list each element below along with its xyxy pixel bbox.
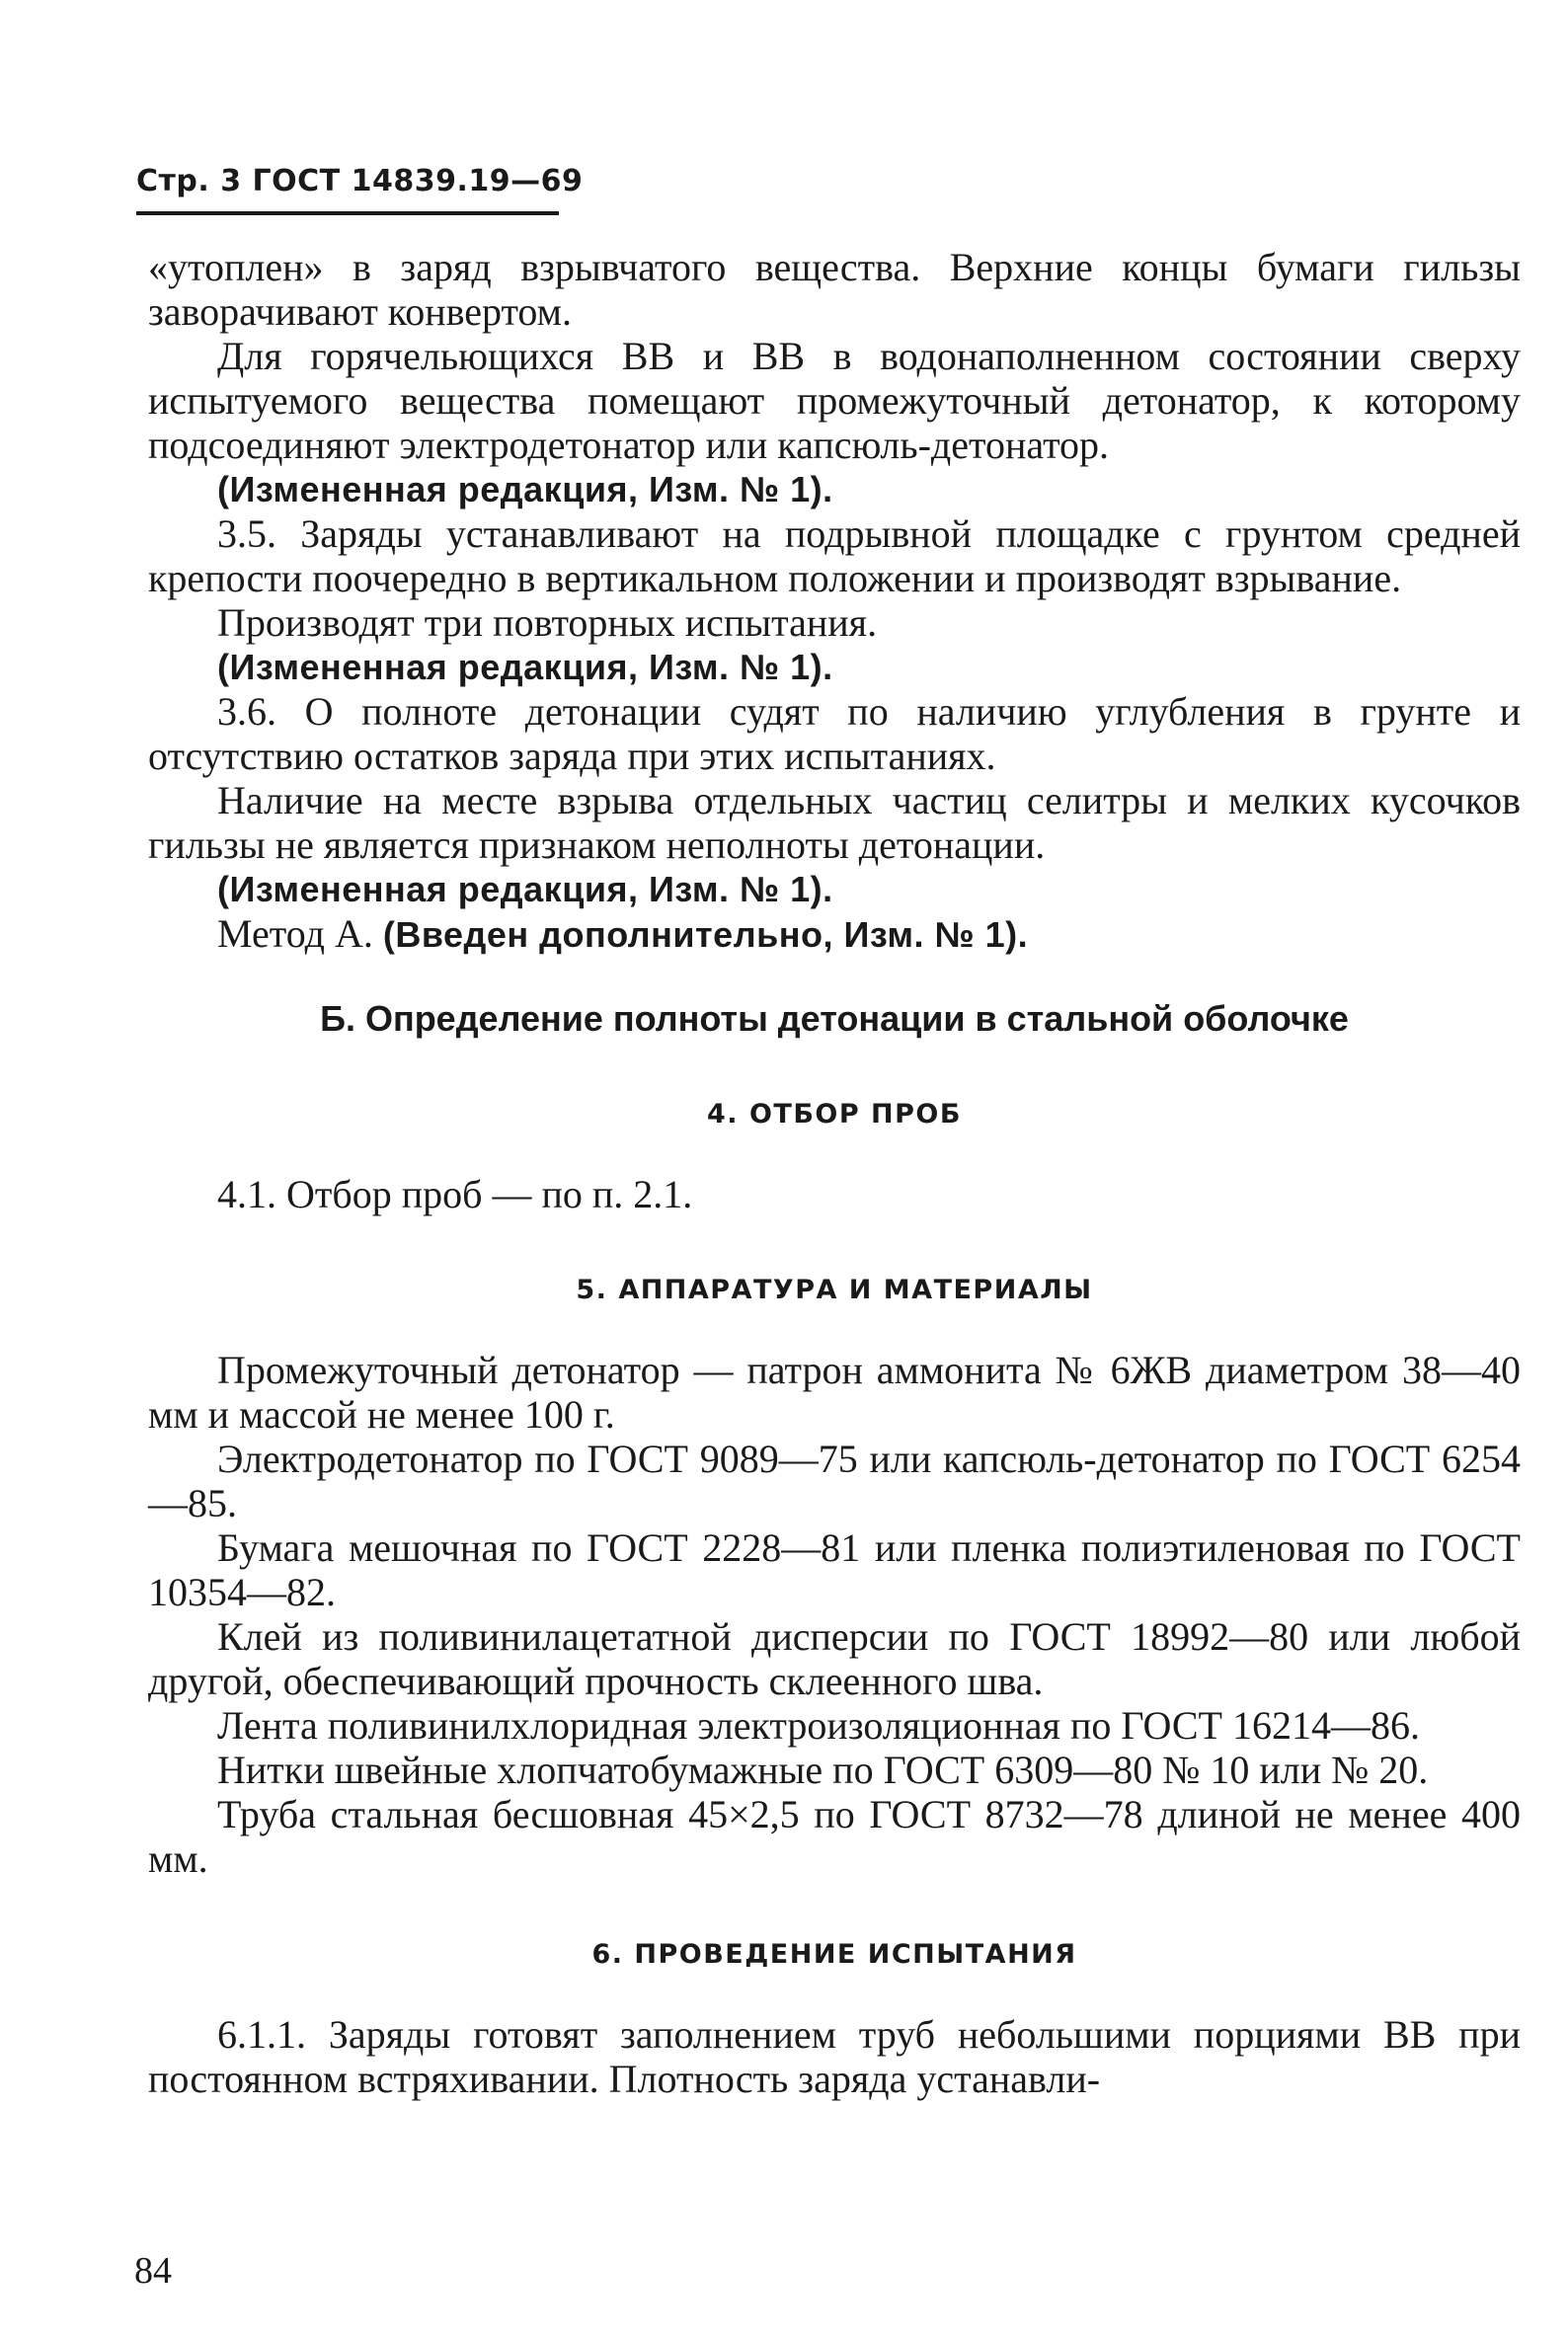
section-5-title: 5. АППАРАТУРА И МАТЕРИАЛЫ	[576, 1275, 1093, 1305]
amendment-note: (Измененная редакция, Изм. № 1).	[217, 869, 833, 909]
materials-item: Бумага мешочная по ГОСТ 2228—81 или пленка полиэтиленовая по ГОСТ 10354—82.	[148, 1525, 1521, 1614]
materials-item: Клей из поливинилацетатной дисперсии по ГОСТ 18992—80 или любой другой, обеспечивающий прочность склеенного шва.	[148, 1614, 1521, 1703]
paragraph: Наличие на месте взрыва отдельных частиц селитры и мелких кусочков гильзы не является признаком неполноты детонации.	[148, 778, 1521, 867]
page-body	[148, 245, 1521, 2101]
paragraph: Для горячельющихся ВВ и ВВ в водонаполненном состоянии сверху испытуемого вещества помещают промежуточный детонатор, к которому подсоединяют электродетонатор или капсюль-детонатор.	[148, 334, 1521, 467]
paragraph-3-6: 3.6. О полноте детонации судят по наличию углубления в грунте и отсутствию остатков заряда при этих испытаниях.	[148, 689, 1521, 778]
amendment-note: (Измененная редакция, Изм. № 1).	[217, 647, 833, 687]
amendment-note: (Измененная редакция, Изм. № 1).	[217, 469, 833, 509]
header-rule	[136, 211, 559, 215]
materials-item: Нитки швейные хлопчатобумажные по ГОСТ 6309—80 № 10 или № 20.	[217, 1748, 1429, 1792]
paragraph: «утоплен» в заряд взрывчатого вещества. Верхние концы бумаги гильзы заворачивают конвертом.	[148, 245, 1521, 334]
paragraph-6-1-1: 6.1.1. Заряды готовят заполнением труб небольшими порциями ВВ при постоянном встряхивании. Плотность заряда устанавли-	[148, 2012, 1521, 2101]
page-number: 84	[134, 2250, 172, 2292]
method-line	[148, 911, 1521, 957]
materials-item: Лента поливинилхлоридная электроизоляционная по ГОСТ 16214—86.	[217, 1703, 1420, 1748]
method-note: (Введен дополнительно, Изм. № 1).	[382, 914, 1029, 955]
paragraph-3-5: 3.5. Заряды устанавливают на подрывной площадке с грунтом средней крепости поочередно в вертикальном положении и производят взрывание.	[148, 511, 1521, 600]
section-4-title: 4. ОТБОР ПРОБ	[707, 1099, 962, 1130]
paragraph: Производят три повторных испытания.	[217, 600, 878, 645]
page-header: Стр. 3 ГОСТ 14839.19—69	[136, 164, 584, 198]
materials-item: Труба стальная бесшовная 45×2,5 по ГОСТ 8732—78 длиной не менее 400 мм.	[148, 1792, 1521, 1881]
materials-item: Электродетонатор по ГОСТ 9089—75 или капсюль-детонатор по ГОСТ 6254—85.	[148, 1437, 1521, 1525]
method-prefix: Метод А.	[217, 911, 373, 956]
materials-item: Промежуточный детонатор — патрон аммонита № 6ЖВ диаметром 38—40 мм и массой не менее 100 г.	[148, 1348, 1521, 1437]
section-6-title: 6. ПРОВЕДЕНИЕ ИСПЫТАНИЯ	[591, 1939, 1077, 1970]
section-b-title: Б. Определение полноты детонации в стальной оболочке	[320, 998, 1349, 1039]
paragraph-4-1: 4.1. Отбор проб — по п. 2.1.	[217, 1172, 693, 1216]
